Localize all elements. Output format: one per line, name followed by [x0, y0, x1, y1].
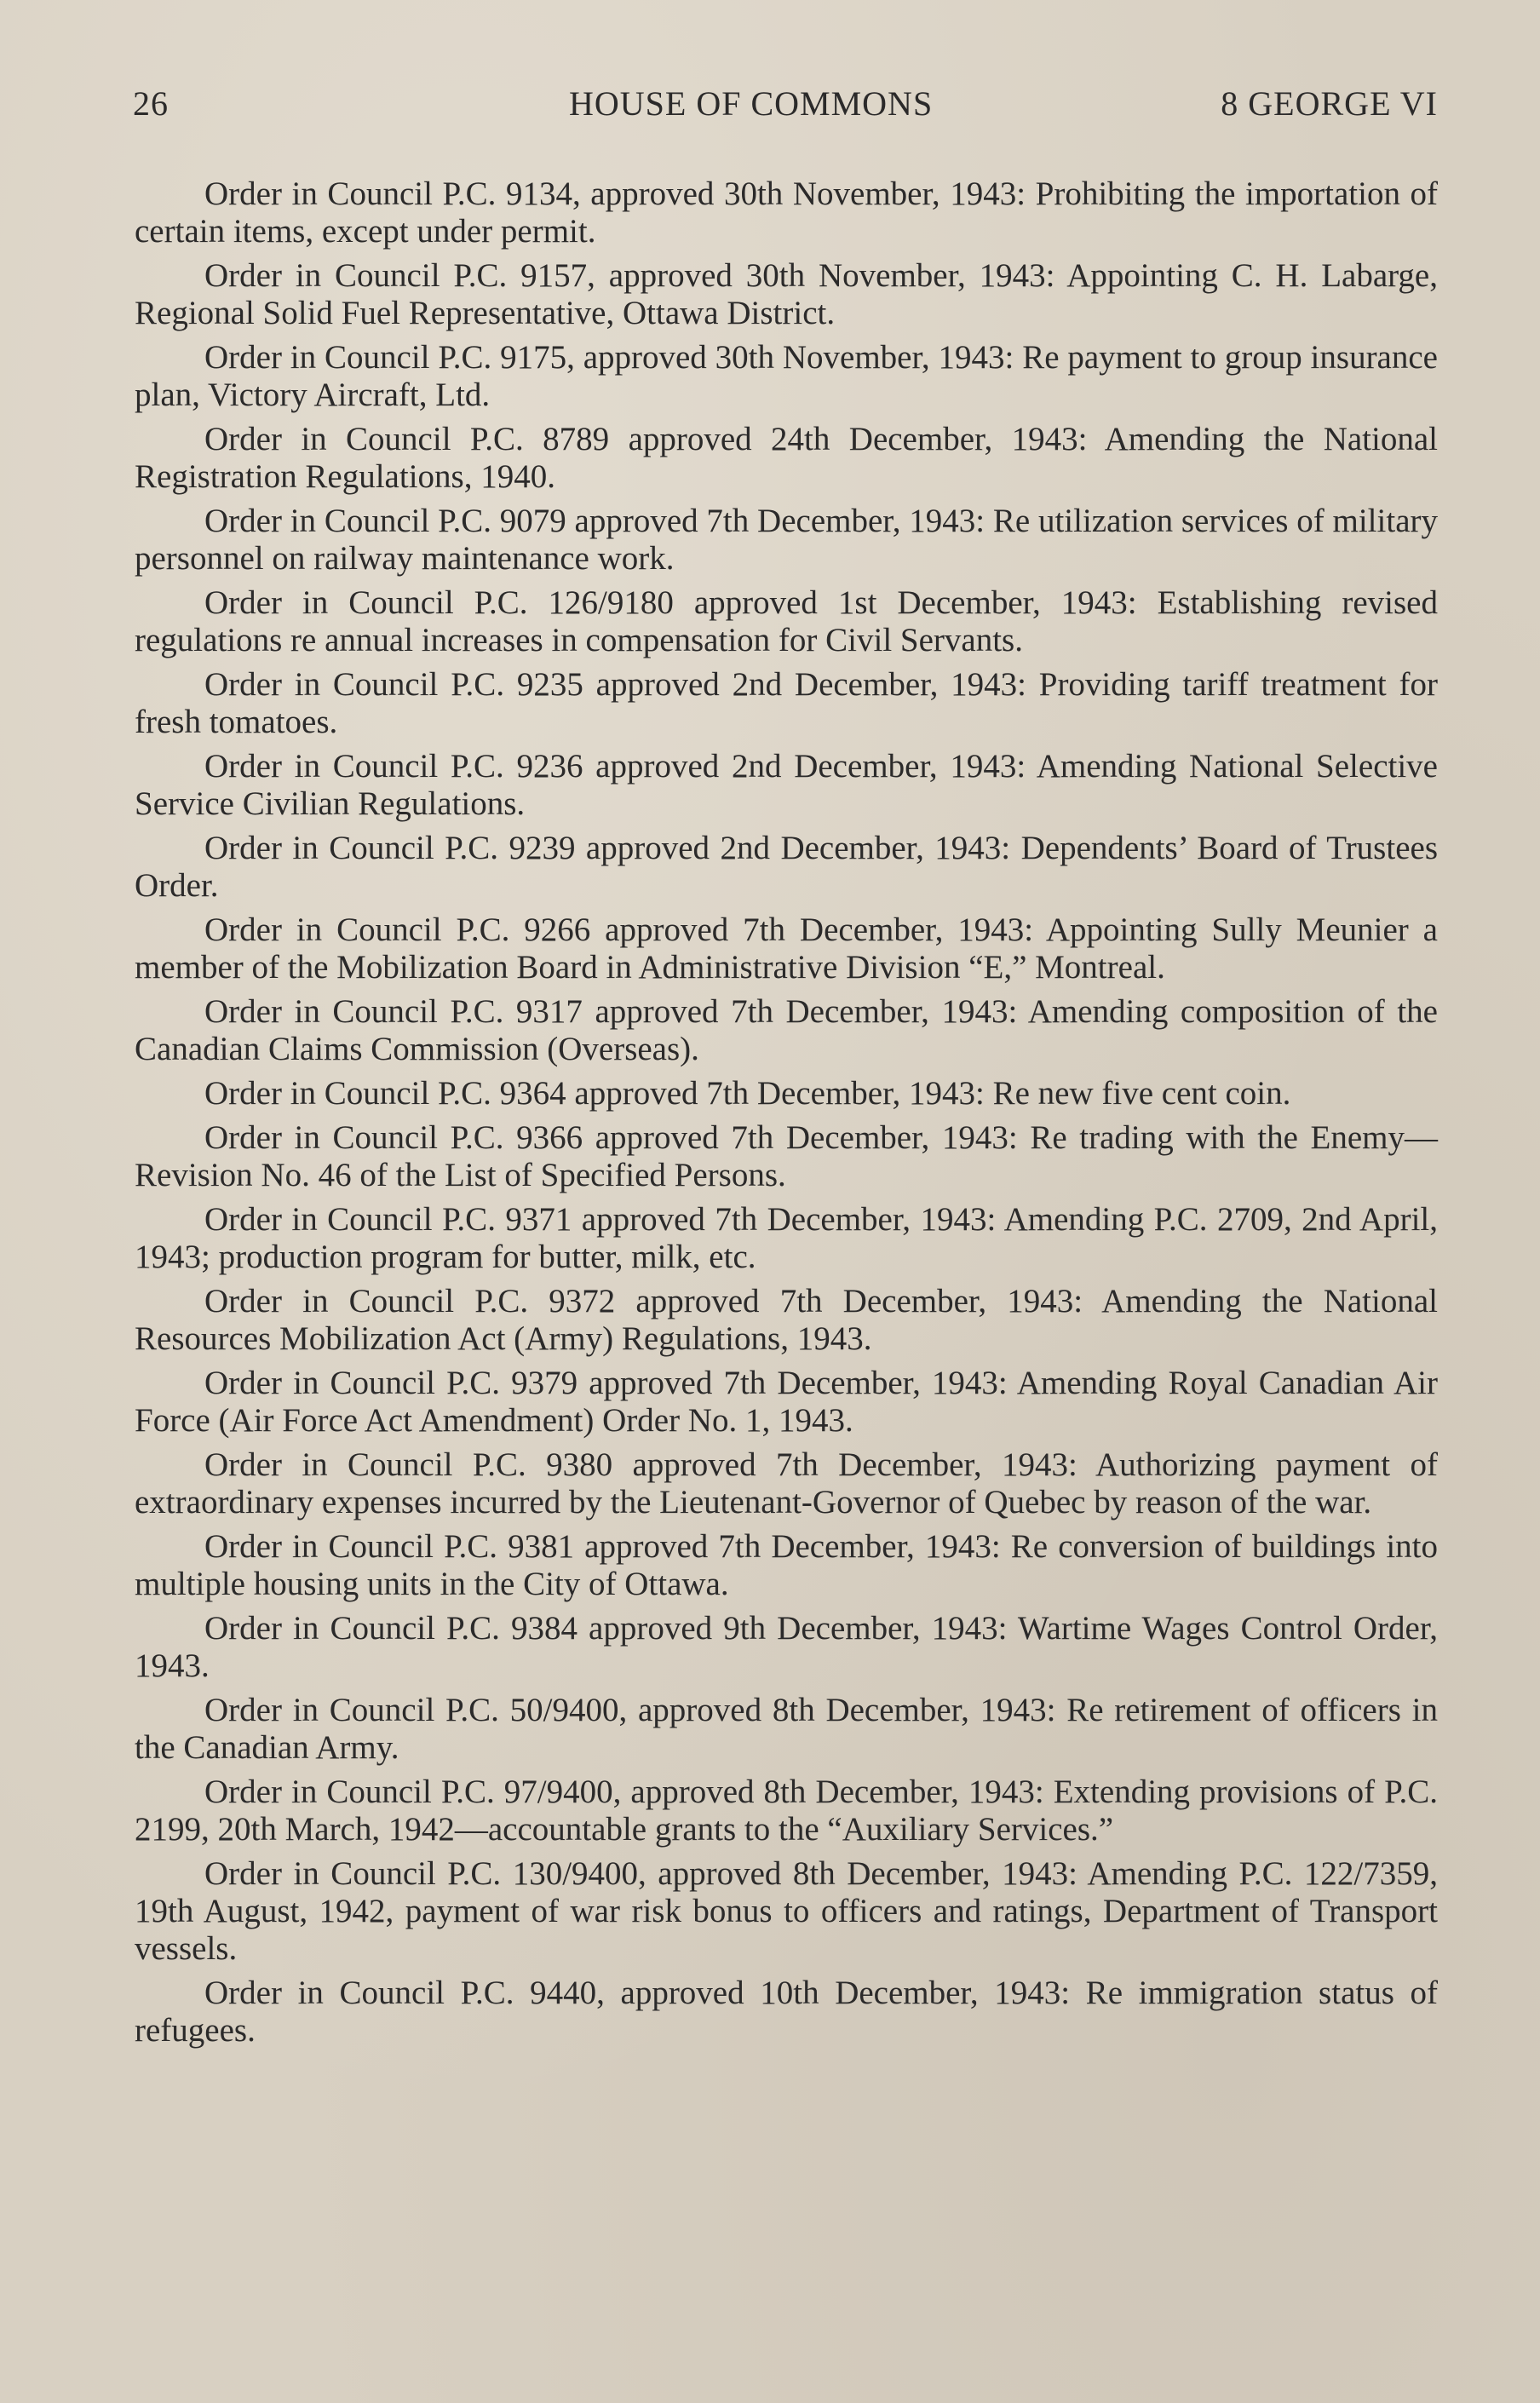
order-entry: Order in Council P.C. 126/9180 approved 1st December, 1943: Establishing revised regulations re annual increases in compensation for Civil Servants.	[135, 584, 1438, 658]
order-entry: Order in Council P.C. 9266 approved 7th December, 1943: Appointing Sully Meunier a member of the Mobilization Board in Administrative Division “E,” Montreal.	[135, 911, 1438, 986]
order-entry: Order in Council P.C. 9366 approved 7th December, 1943: Re trading with the Enemy—Revision No. 46 of the List of Specified Persons.	[135, 1119, 1438, 1193]
page-header	[133, 83, 1438, 135]
order-entry: Order in Council P.C. 9379 approved 7th December, 1943: Amending Royal Canadian Air Force (Air Force Act Amendment) Order No. 1, 1943.	[135, 1365, 1438, 1439]
order-entry: Order in Council P.C. 9134, approved 30th November, 1943: Prohibiting the importation of certain items, except under permit.	[135, 175, 1438, 250]
running-title: HOUSE OF COMMONS	[569, 84, 934, 123]
order-entry: Order in Council P.C. 9317 approved 7th December, 1943: Amending composition of the Canadian Claims Commission (Overseas).	[135, 993, 1438, 1067]
order-entry: Order in Council P.C. 97/9400, approved 8th December, 1943: Extending provisions of P.C. 2199, 20th March, 1942—accountable grants to the “Auxiliary Services.”	[135, 1774, 1438, 1848]
order-entry: Order in Council P.C. 50/9400, approved 8th December, 1943: Re retirement of officers in the Canadian Army.	[135, 1692, 1438, 1766]
order-entry: Order in Council P.C. 9371 approved 7th December, 1943: Amending P.C. 2709, 2nd April, 1943; production program for butter, milk, etc.	[135, 1201, 1438, 1275]
order-entry: Order in Council P.C. 9157, approved 30th November, 1943: Appointing C. H. Labarge, Regional Solid Fuel Representative, Ottawa District.	[135, 257, 1438, 331]
order-entry: Order in Council P.C. 9364 approved 7th December, 1943: Re new five cent coin.	[204, 1075, 1291, 1112]
order-entry: Order in Council P.C. 130/9400, approved 8th December, 1943: Amending P.C. 122/7359, 19th August, 1942, payment of war risk bonus to officers and ratings, Department of Transport vessels.	[135, 1855, 1438, 1967]
order-entry: Order in Council P.C. 9175, approved 30th November, 1943: Re payment to group insurance plan, Victory Aircraft, Ltd.	[135, 339, 1438, 413]
order-entry: Order in Council P.C. 9236 approved 2nd December, 1943: Amending National Selective Service Civilian Regulations.	[135, 748, 1438, 822]
order-entry: Order in Council P.C. 9384 approved 9th December, 1943: Wartime Wages Control Order, 1943.	[135, 1610, 1438, 1684]
order-entry: Order in Council P.C. 9381 approved 7th December, 1943: Re conversion of buildings into multiple housing units in the City of Ottawa.	[135, 1528, 1438, 1602]
order-entry: Order in Council P.C. 9372 approved 7th December, 1943: Amending the National Resources Mobilization Act (Army) Regulations, 1943.	[135, 1283, 1438, 1357]
order-entry: Order in Council P.C. 9079 approved 7th December, 1943: Re utilization services of military personnel on railway maintenance work.	[135, 503, 1438, 577]
order-entry: Order in Council P.C. 8789 approved 24th December, 1943: Amending the National Registration Regulations, 1940.	[135, 421, 1438, 495]
page-number: 26	[133, 84, 169, 123]
order-entry: Order in Council P.C. 9239 approved 2nd December, 1943: Dependents’ Board of Trustees Order.	[135, 830, 1438, 904]
order-entry: Order in Council P.C. 9380 approved 7th December, 1943: Authorizing payment of extraordinary expenses incurred by the Lieutenant-Governor of Quebec by reason of the war.	[135, 1446, 1438, 1521]
order-entry: Order in Council P.C. 9440, approved 10th December, 1943: Re immigration status of refugees.	[135, 1975, 1438, 2049]
regnal-year: 8 GEORGE VI	[1221, 84, 1438, 123]
order-entry: Order in Council P.C. 9235 approved 2nd December, 1943: Providing tariff treatment for fresh tomatoes.	[135, 666, 1438, 740]
orders-list	[135, 175, 1438, 2056]
